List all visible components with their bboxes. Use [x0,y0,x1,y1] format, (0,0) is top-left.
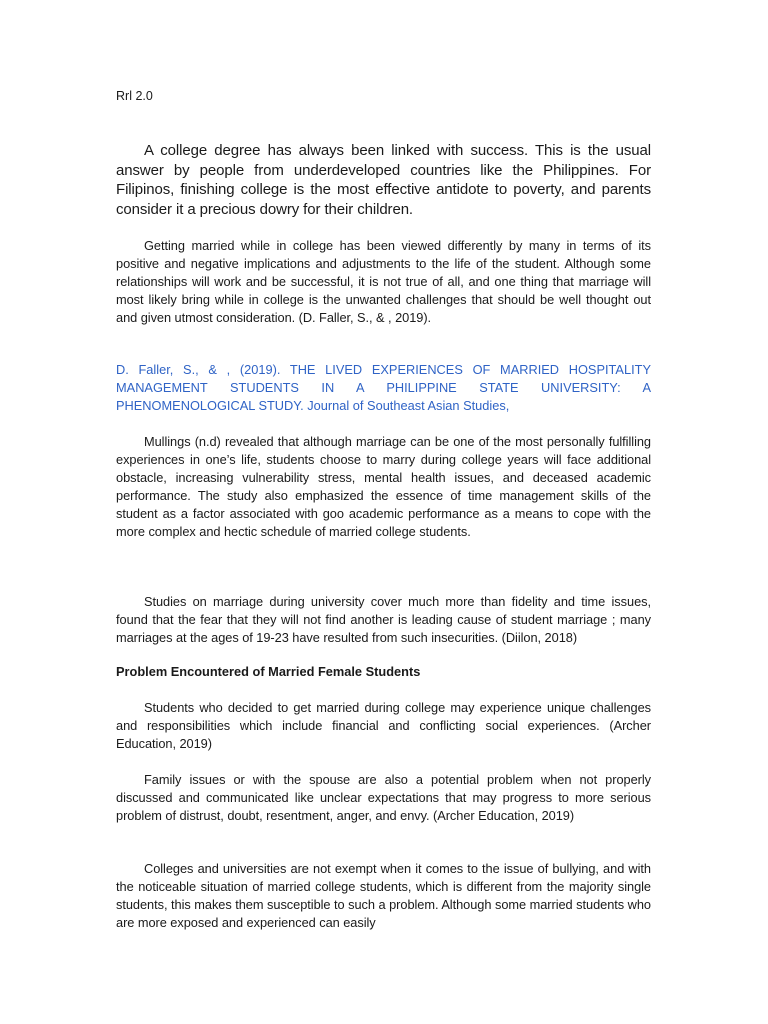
paragraph-unique-challenges: Students who decided to get married during college may experience unique challenges and responsibilities which include financial and conflicting social experiences. (Archer Education, 2019) [116,700,651,751]
paragraph-marriage-views: Getting married while in college has been viewed differently by many in terms of its positive and negative implications and adjustments to the life of the student. Although some relationships will work and be successful, it is not true of all, and one thing that marriage will most likely bring while in college is the unwanted challenges that should be well thought out and given utmost consideration. (D. Faller, S., & , 2019). [116,238,651,325]
reference-citation: D. Faller, S., & , (2019). THE LIVED EXPERIENCES OF MARRIED HOSPITALITY MANAGEMENT STUDENTS IN A PHILIPPINE STATE UNIVERSITY: A PHENOMENOLOGICAL STUDY. Journal of Southeast Asian Studies, [116,362,651,413]
section-heading: Problem Encountered of Married Female Students [116,664,421,679]
intro-paragraph: A college degree has always been linked with success. This is the usual answer by people from underdeveloped countries like the Philippines. For Filipinos, finishing college is the most effective antidote to poverty, and parents consider it a precious dowry for their children. [116,142,651,218]
paragraph-family-issues: Family issues or with the spouse are also a potential problem when not properly discussed and communicated like unclear expectations that may progress to more serious problem of distrust, doubt, resentment, anger, and envy. (Archer Education, 2019) [116,772,651,823]
paragraph-bullying: Colleges and universities are not exempt when it comes to the issue of bullying, and with the noticeable situation of married college students, which is different from the majority single students, this makes them susceptible to such a problem. Although some married students who are more exposed and experienced can easily [116,861,651,930]
document-title: Rrl 2.0 [116,89,153,103]
paragraph-studies-on-marriage: Studies on marriage during university cover much more than fidelity and time issues, found that the fear that they will not find another is leading cause of student marriage ; many marriages at the ages of 19-23 have resulted from such insecurities. (Diilon, 2018) [116,594,651,645]
paragraph-mullings: Mullings (n.d) revealed that although marriage can be one of the most personally fulfilling experiences in one’s life, students choose to marry during college years will face additional obstacle, increasing vulnerability stress, mental health issues, and deceased academic performance. The study also emphasized the essence of time management skills of the student as a factor associated with goo academic performance as a means to cope with the more complex and hectic schedule of married college students. [116,434,651,539]
